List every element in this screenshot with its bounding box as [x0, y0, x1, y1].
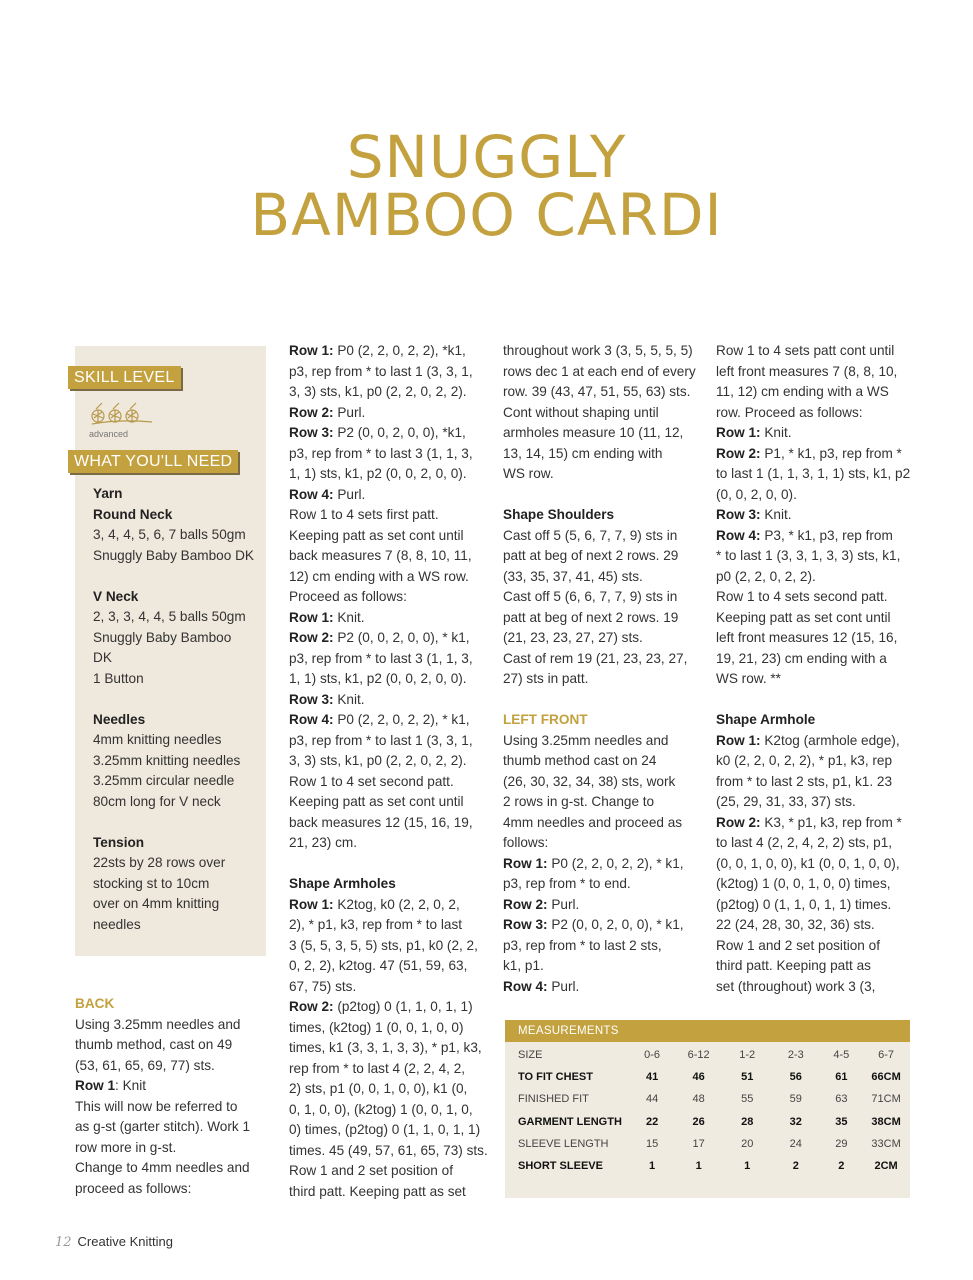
measurement-value: 46 [692, 1071, 705, 1084]
measurement-label: GARMENT LENGTH [518, 1115, 622, 1128]
row-label: Row 2: [289, 999, 334, 1014]
pattern-line: WS row. [503, 466, 554, 481]
pattern-line: Row 1 to 4 set second patt. [289, 773, 454, 789]
row-label: Row 2: [716, 814, 761, 830]
measurement-label: SLEEVE LENGTH [518, 1137, 609, 1150]
pattern-line: patt at beg of next 2 rows. 19 [503, 609, 679, 625]
row-text: K2tog (armhole edge), [760, 732, 900, 748]
measurement-value: 2 [792, 1160, 799, 1173]
measurement-value: 51 [741, 1071, 754, 1084]
round-neck-line: Snuggly Baby Bamboo DK [93, 547, 254, 563]
needles-line: 3.25mm circular needle [93, 773, 235, 788]
row-text: P0 (2, 2, 0, 2, 2), * k1, [547, 855, 684, 871]
measurement-label: FINISHED FIT [518, 1093, 589, 1106]
row-label: Row 1: [716, 732, 761, 748]
row-label: Row 3: [716, 507, 761, 522]
row-text: Knit. [760, 507, 792, 522]
row-label: Row 2: [289, 630, 334, 645]
measurement-value: 1 [744, 1160, 751, 1173]
measurement-value: 17 [692, 1137, 705, 1150]
row-text: P2 (0, 0, 2, 0, 0), * k1, [333, 630, 470, 645]
pattern-line: Using 3.25mm needles and [503, 732, 669, 748]
pattern-line: Cast of rem 19 (21, 23, 23, 27, [503, 650, 688, 666]
row-text: Purl. [547, 896, 580, 912]
measurements-grid [505, 1044, 910, 1177]
pattern-line: 67, 75) sts. [289, 978, 357, 994]
back-heading: BACK [75, 996, 115, 1011]
pattern-line: p3, rep from * to last 1 (3, 3, 1, [289, 732, 473, 748]
pattern-line: (21, 23, 23, 27, 27) sts. [503, 630, 643, 645]
tension-heading: Tension [93, 834, 145, 850]
row-label: Row 4: [289, 712, 334, 727]
measurement-value: 1-2 [739, 1049, 756, 1062]
row-text: P2 (0, 0, 2, 0, 0), * k1, [547, 917, 684, 932]
pattern-line: rep from * to last 4 (2, 2, 4, 2, [289, 1060, 466, 1076]
row-text: Knit. [333, 609, 365, 625]
tension-line: over on 4mm knitting [93, 896, 220, 911]
measurement-label: SIZE [518, 1049, 543, 1062]
row-label: Row 2: [289, 404, 334, 420]
pattern-line: Cast off 5 (6, 6, 7, 7, 9) sts in [503, 589, 678, 604]
row-text: Purl. [547, 978, 580, 994]
row-label: Row 3: [289, 425, 334, 440]
v-neck-line: DK [93, 650, 112, 665]
pattern-line: (k2tog) 1 (0, 0, 1, 0, 0) times, [716, 876, 891, 891]
pattern-line: 0) times, (p2tog) 0 (1, 1, 0, 1, 1) [289, 1122, 481, 1137]
pattern-line: WS row. ** [716, 671, 781, 686]
row-label: Row 3: [503, 917, 548, 932]
left-front-heading: LEFT FRONT [503, 712, 588, 727]
row-text: Purl. [333, 404, 366, 420]
row-label: Row 4: [503, 978, 548, 994]
pattern-column-4 [716, 341, 916, 997]
pattern-line: p3, rep from * to last 2 sts, [503, 937, 662, 953]
shape-armhole-heading: Shape Armhole [716, 712, 816, 727]
pattern-line: 0, 1, 0, 0), (k2tog) 1 (0, 0, 1, 0, [289, 1101, 473, 1117]
publication-name: Creative Knitting [77, 1234, 173, 1249]
shape-armholes-heading: Shape Armholes [289, 876, 396, 891]
pattern-line: 3 (5, 5, 3, 5, 5) sts, p1, k0 (2, 2, [289, 937, 478, 953]
pattern-line: armholes measure 10 (11, 12, [503, 425, 684, 440]
pattern-line: to last 4 (2, 2, 4, 2, 2) sts, p1, [716, 835, 893, 850]
needles-line: 80cm long for V neck [93, 793, 221, 809]
measurement-value: 38CM [871, 1115, 901, 1128]
page-footer [55, 1234, 173, 1250]
pattern-line: p3, rep from * to end. [503, 876, 631, 891]
pattern-line: 12) cm ending with a WS row. [289, 568, 469, 584]
measurement-value: 29 [835, 1137, 848, 1150]
pattern-line: k1, p1. [503, 958, 544, 973]
measurement-value: 56 [789, 1071, 802, 1084]
measurement-value: 63 [835, 1093, 848, 1106]
measurement-label: SHORT SLEEVE [518, 1160, 603, 1173]
pattern-line: throughout work 3 (3, 5, 5, 5, 5) [503, 343, 693, 358]
pattern-line: Row 1 and 2 set position of [289, 1163, 453, 1178]
skill-level-label: advanced [89, 429, 129, 439]
measurement-value: 28 [741, 1115, 754, 1128]
pattern-line: p3, rep from * to last 3 (1, 1, 3, [289, 650, 473, 666]
title-line-2: BAMBOO CARDI [250, 181, 723, 249]
measurement-value: 44 [645, 1093, 659, 1106]
row-text: Knit. [760, 425, 792, 440]
requirements-list [93, 484, 268, 935]
measurement-value: 2CM [874, 1160, 898, 1173]
pattern-line: rows dec 1 at each end of every [503, 363, 696, 379]
row-label: Row 1: [289, 609, 334, 625]
pattern-line: k0 (2, 2, 0, 2, 2), * p1, k3, rep [716, 753, 893, 768]
measurement-value: 71CM [871, 1093, 901, 1106]
measurement-row [505, 1066, 910, 1088]
pattern-line: Proceed as follows: [289, 589, 407, 604]
pattern-line: (p2tog) 0 (1, 1, 0, 1, 1) times. [716, 896, 892, 912]
back-line: thumb method, cast on 49 [75, 1037, 233, 1052]
pattern-line: 1, 1) sts, k1, p2 (0, 0, 2, 0, 0). [289, 466, 467, 481]
pattern-line: times, k1 (3, 3, 1, 3, 3), * p1, k3, [289, 1040, 482, 1055]
pattern-line: Keeping patt as set cont until [289, 794, 464, 809]
row-label: Row 3: [289, 691, 334, 707]
skill-level-heading: SKILL LEVEL [68, 366, 181, 389]
needles-heading: Needles [93, 711, 146, 727]
measurement-value: 22 [645, 1115, 659, 1128]
row-text: P3, * k1, p3, rep from [760, 527, 893, 543]
pattern-line: Row 1 to 4 sets first patt. [289, 507, 439, 522]
measurement-value: 2 [838, 1160, 845, 1173]
row-text: P0 (2, 2, 0, 2, 2), *k1, [333, 343, 466, 358]
measurement-value: 32 [789, 1115, 802, 1128]
pattern-line: third patt. Keeping patt as set [289, 1183, 466, 1199]
back-line: as g-st (garter stitch). Work 1 [75, 1119, 250, 1134]
measurement-row [505, 1088, 910, 1110]
back-line: proceed as follows: [75, 1180, 192, 1196]
measurement-value: 2-3 [787, 1049, 804, 1062]
row-label: Row 4: [716, 527, 761, 543]
pattern-line: Row 1 and 2 set position of [716, 937, 880, 953]
measurement-row [505, 1133, 910, 1155]
row-label: Row 2: [716, 445, 761, 461]
measurement-value: 55 [741, 1093, 754, 1106]
measurement-value: 35 [835, 1115, 848, 1128]
back-line: Using 3.25mm needles and [75, 1016, 241, 1032]
pattern-line: 2 rows in g-st. Change to [503, 794, 655, 809]
back-section [75, 994, 275, 1199]
pattern-line: 4mm needles and proceed as [503, 814, 683, 830]
pattern-line: Keeping patt as set cont until [289, 527, 464, 543]
pattern-line: Row 1 to 4 sets second patt. [716, 589, 888, 604]
back-line: (53, 61, 65, 69, 77) sts. [75, 1057, 215, 1073]
pattern-line: 0, 2, 2), k2tog. 47 (51, 59, 63, [289, 958, 468, 973]
measurement-value: 1 [695, 1160, 702, 1173]
tension-line: needles [93, 916, 141, 932]
row-text: K2tog, k0 (2, 2, 0, 2, [333, 896, 460, 912]
row-label: Row 1 [75, 1078, 116, 1093]
pattern-line: 11, 12) cm ending with a WS [716, 384, 889, 399]
round-neck-heading: Round Neck [93, 506, 173, 522]
pattern-line: 1, 1) sts, k1, p2 (0, 0, 2, 0, 0). [289, 671, 467, 686]
v-neck-heading: V Neck [93, 588, 139, 604]
pattern-line: to last 1 (1, 1, 3, 1, 1) sts, k1, p2 [716, 466, 911, 481]
pattern-line: (33, 35, 37, 41, 45) sts. [503, 568, 643, 584]
measurement-value: 6-12 [687, 1049, 710, 1062]
v-neck-line: 2, 3, 3, 4, 4, 5 balls 50gm [93, 609, 246, 624]
pattern-line: (25, 29, 31, 33, 37) sts. [716, 794, 856, 809]
row-text: Knit. [333, 691, 365, 707]
pattern-column-3 [503, 341, 708, 997]
pattern-line: back measures 7 (8, 8, 10, 11, [289, 548, 472, 563]
measurement-value: 59 [789, 1093, 802, 1106]
measurement-value: 20 [741, 1137, 754, 1150]
pattern-line: from * to last 2 sts, p1, k1. 23 [716, 773, 893, 789]
measurement-row [505, 1044, 910, 1066]
pattern-line: 3, 3) sts, k1, p0 (2, 2, 0, 2, 2). [289, 384, 467, 399]
pattern-line: 13, 14, 15) cm ending with [503, 445, 663, 461]
pattern-line: 21, 23) cm. [289, 835, 357, 850]
pattern-line: (0, 0, 2, 0, 0). [716, 486, 797, 502]
row-text: (p2tog) 0 (1, 1, 0, 1, 1) [333, 999, 473, 1014]
what-you-need-heading: WHAT YOU'LL NEED [68, 450, 238, 473]
pattern-line: Cast off 5 (5, 6, 7, 7, 9) sts in [503, 527, 678, 543]
measurements-heading: MEASUREMENTS [505, 1020, 910, 1042]
measurement-value: 66CM [871, 1071, 901, 1084]
row-label: Row 1: [289, 896, 334, 912]
measurement-value: 1 [649, 1160, 656, 1173]
row-text: P2 (0, 0, 2, 0, 0), *k1, [333, 425, 466, 440]
title-line-1: SNUGGLY [346, 123, 627, 191]
measurement-value: 15 [645, 1137, 659, 1150]
pattern-line: patt at beg of next 2 rows. 29 [503, 548, 679, 563]
yarn-balls-icon [90, 401, 156, 427]
pattern-line: Keeping patt as set cont until [716, 609, 891, 625]
measurement-value: 33CM [871, 1137, 901, 1150]
pattern-line: 22 (24, 28, 30, 32, 36) sts. [716, 917, 875, 932]
measurement-row [505, 1155, 910, 1177]
v-neck-line: Snuggly Baby Bamboo [93, 629, 232, 645]
row-text: P0 (2, 2, 0, 2, 2), * k1, [333, 712, 470, 727]
measurement-value: 24 [789, 1137, 802, 1150]
pattern-line: third patt. Keeping patt as [716, 958, 871, 973]
measurements-table [505, 1020, 910, 1198]
row-text: P1, * k1, p3, rep from * [760, 445, 902, 461]
measurement-row [505, 1111, 910, 1133]
measurement-value: 6-7 [878, 1049, 895, 1062]
pattern-line: times. 45 (49, 57, 61, 65, 73) sts. [289, 1142, 488, 1158]
pattern-line: Row 1 to 4 sets patt cont until [716, 343, 895, 358]
pattern-line: 2), * p1, k3, rep from * to last [289, 917, 463, 932]
row-label: Row 2: [503, 896, 548, 912]
row-label: Row 4: [289, 486, 334, 502]
pattern-line: p0 (2, 2, 0, 2, 2). [716, 568, 816, 584]
measurement-value: 26 [692, 1115, 705, 1128]
pattern-line: set (throughout) work 3 (3, [716, 978, 876, 994]
shape-shoulders-heading: Shape Shoulders [503, 507, 615, 522]
pattern-line: 27) sts in patt. [503, 671, 589, 686]
yarn-heading: Yarn [93, 486, 123, 501]
page-number: 12 [55, 1235, 72, 1250]
measurement-value: 0-6 [644, 1049, 661, 1062]
pattern-line: Cont without shaping until [503, 404, 659, 420]
tension-line: stocking st to 10cm [93, 875, 210, 891]
pattern-line: left front measures 7 (8, 8, 10, [716, 363, 898, 379]
page-title [0, 123, 973, 249]
pattern-line: row. 39 (43, 47, 51, 55, 63) sts. [503, 384, 691, 399]
pattern-line: 19, 21, 23) cm ending with a [716, 650, 887, 666]
round-neck-line: 3, 4, 4, 5, 6, 7 balls 50gm [93, 527, 246, 542]
measurement-label: TO FIT CHEST [518, 1071, 593, 1084]
pattern-line: p3, rep from * to last 3 (1, 1, 3, [289, 445, 473, 461]
needles-line: 3.25mm knitting needles [93, 752, 241, 768]
pattern-line: times, (k2tog) 1 (0, 0, 1, 0, 0) [289, 1019, 464, 1035]
measurement-value: 4-5 [833, 1049, 850, 1062]
back-line: row more in g-st. [75, 1139, 177, 1155]
row-label: Row 1: [716, 425, 761, 440]
pattern-line: follows: [503, 835, 549, 850]
pattern-line: (26, 30, 32, 34, 38) sts, work [503, 773, 676, 789]
pattern-line: left front measures 12 (15, 16, [716, 630, 898, 645]
needles-line: 4mm knitting needles [93, 732, 222, 747]
pattern-line: back measures 12 (15, 16, 19, [289, 814, 473, 830]
pattern-line: row. Proceed as follows: [716, 404, 863, 420]
pattern-line: 2) sts, p1 (0, 0, 1, 0, 0), k1 (0, [289, 1081, 468, 1096]
back-line: This will now be referred to [75, 1098, 238, 1114]
measurement-value: 41 [645, 1071, 659, 1084]
row-label: Row 1: [289, 343, 334, 358]
pattern-line: thumb method cast on 24 [503, 753, 657, 768]
row-label: Row 1: [503, 855, 548, 871]
pattern-line: (0, 0, 1, 0, 0), k1 (0, 0, 1, 0, 0), [716, 855, 900, 871]
pattern-line: 3, 3) sts, k1, p0 (2, 2, 0, 2, 2). [289, 753, 467, 768]
pattern-line: * to last 1 (3, 3, 1, 3, 3) sts, k1, [716, 548, 901, 563]
row-text: Purl. [333, 486, 366, 502]
pattern-column-2 [289, 341, 494, 1202]
measurement-value: 61 [835, 1071, 848, 1084]
row-text: : Knit [115, 1078, 147, 1093]
tension-line: 22sts by 28 rows over [93, 855, 226, 870]
pattern-line: p3, rep from * to last 1 (3, 3, 1, [289, 363, 473, 379]
row-text: K3, * p1, k3, rep from * [760, 814, 902, 830]
measurement-value: 48 [692, 1093, 705, 1106]
v-neck-line: 1 Button [93, 670, 144, 686]
back-line: Change to 4mm needles and [75, 1160, 250, 1175]
